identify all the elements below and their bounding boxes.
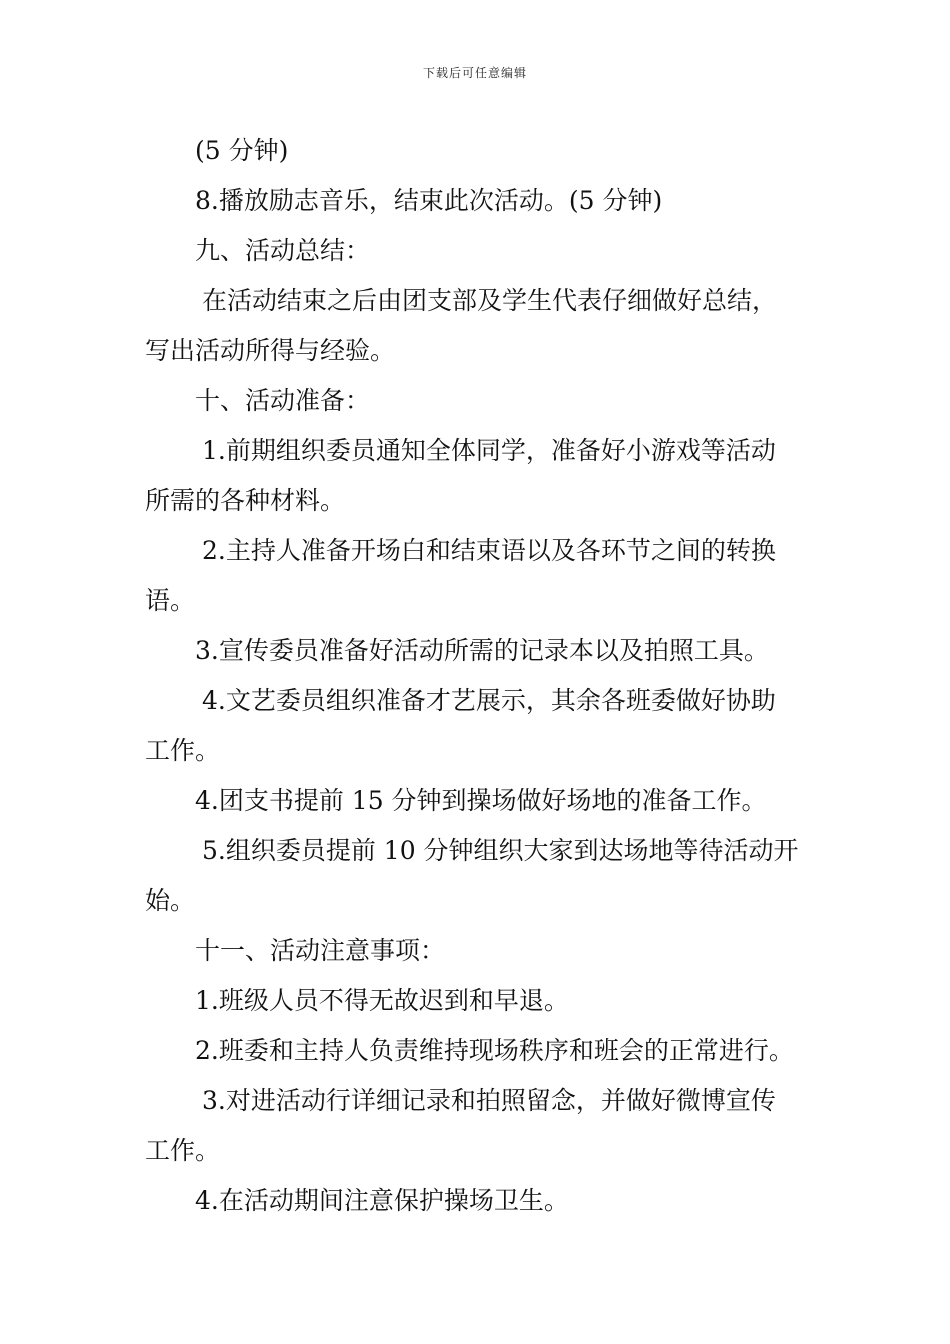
document-body [145,126,810,1226]
text-line: 所需的各种材料。 [145,486,346,515]
text-line: 工作。 [145,1136,221,1165]
section-heading: 十、活动准备： [195,386,371,415]
text-line: 在活动结束之后由团支部及学生代表仔细做好总结， [202,286,778,315]
text-line: 始。 [145,886,196,915]
text-line: 工作。 [145,736,221,765]
text-line: 写出活动所得与经验。 [145,336,396,365]
section-heading: 九、活动总结： [195,236,371,265]
text-line: 语。 [145,586,196,615]
text-line: 5.组织委员提前 10 分钟组织大家到达场地等待活动开 [202,836,799,865]
text-line: 3.宣传委员准备好活动所需的记录本以及拍照工具。 [195,636,769,665]
text-line: 4.文艺委员组织准备才艺展示，其余各班委做好协助 [202,686,776,715]
text-line: 2.主持人准备开场白和结束语以及各环节之间的转换 [202,536,776,565]
text-line: 3.对进活动行详细记录和拍照留念，并做好微博宣传 [202,1086,776,1115]
text-line: 4.在活动期间注意保护操场卫生。 [195,1186,569,1215]
page-header-note: 下载后可任意编辑 [422,66,527,80]
text-line: 2.班委和主持人负责维持现场秩序和班会的正常进行。 [195,1036,794,1065]
text-line: 1.前期组织委员通知全体同学，准备好小游戏等活动 [202,436,776,465]
section-heading: 十一、活动注意事项： [195,936,446,965]
text-line: 1.班级人员不得无故迟到和早退。 [195,986,569,1015]
text-line: (5 分钟) [195,136,289,165]
text-line: 4.团支书提前 15 分钟到操场做好场地的准备工作。 [195,786,767,815]
text-line: 8.播放励志音乐，结束此次活动。(5 分钟) [195,186,663,215]
